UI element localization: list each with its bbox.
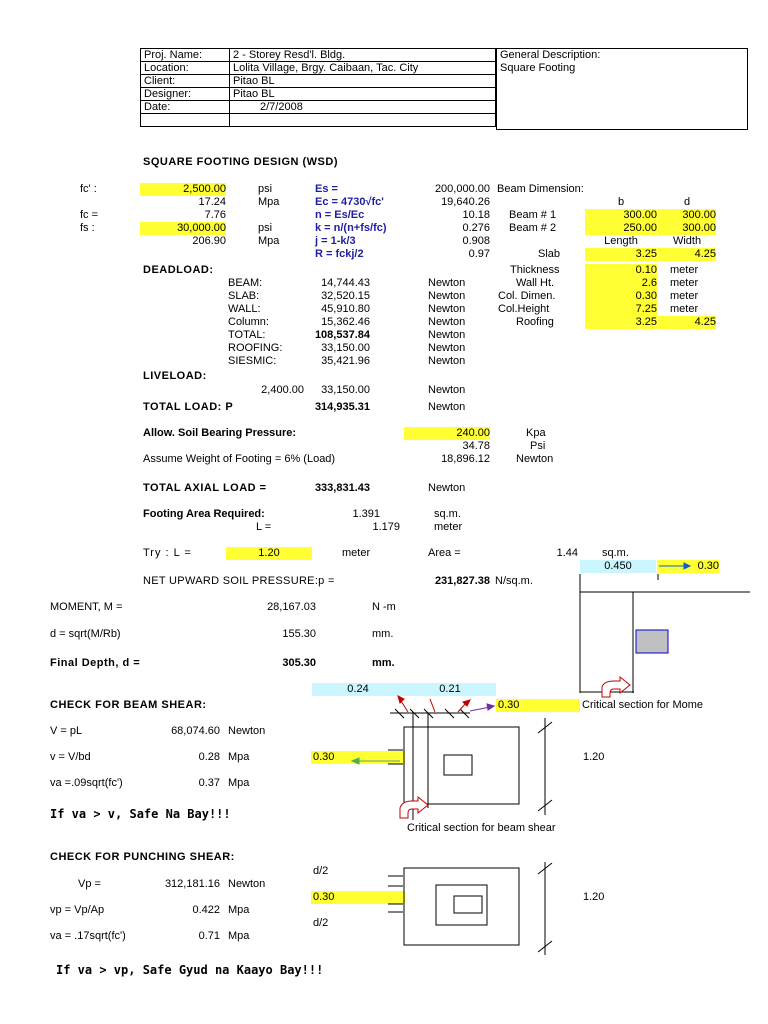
beam2-d: 300.00 (658, 222, 716, 235)
wall-ht-label: Wall Ht. (516, 277, 555, 289)
dim-030-top: 0.30 (657, 560, 719, 573)
ec-label: Ec = 4730√fc' (315, 196, 384, 208)
thickness-value: 0.10 (585, 264, 657, 277)
vp-label: vp = Vp/Ap (50, 904, 105, 916)
try-label: Try : L = (143, 547, 192, 559)
roofing-label: Roofing (516, 316, 554, 328)
es-value: 200,000.00 (434, 183, 490, 195)
l-value: 1.179 (372, 521, 400, 533)
deadload-seismic-value: 35,421.96 (321, 355, 370, 367)
date-label: Date: (141, 101, 230, 114)
col-height-value: 7.25 (585, 303, 657, 316)
deadload-total-value: 108,537.84 (314, 329, 370, 341)
deadload-beam-value: 14,744.43 (321, 277, 370, 289)
try-unit: meter (342, 547, 371, 559)
beam-shear-title: CHECK FOR BEAM SHEAR: (50, 699, 207, 711)
fs-label: fs : (80, 222, 95, 234)
deadload-column-value: 15,362.46 (321, 316, 370, 328)
client-label: Client: (141, 75, 230, 88)
deadload-slab-value: 32,520.15 (321, 290, 370, 302)
fc-mpa-unit: Mpa (258, 196, 280, 208)
fc2-label: fc = (80, 209, 99, 221)
wall-ht-unit: meter (670, 277, 699, 289)
thickness-label: Thickness (510, 264, 560, 276)
liveload-unit: Newton (428, 384, 466, 396)
beam-dim-title: Beam Dimension: (497, 183, 584, 195)
moment-value: 28,167.03 (267, 601, 316, 613)
fc-label: fc' : (80, 183, 97, 195)
date-value: 2/7/2008 (230, 101, 496, 114)
es-label: Es = (315, 183, 338, 195)
soil-kpa-value: 240.00 (404, 427, 490, 440)
area-required-value: 1.391 (352, 508, 380, 520)
beam-shear-diagram (352, 696, 552, 820)
soil-kpa-unit: Kpa (526, 427, 546, 439)
Vp-label: Vp = (78, 878, 101, 890)
va-punch-unit: Mpa (228, 930, 250, 942)
roofing-width: 4.25 (658, 316, 716, 329)
punch-d2-bot: d/2 (313, 917, 329, 929)
j-value: 0.908 (462, 235, 490, 247)
liveload-title: LIVELOAD: (143, 370, 207, 382)
va-unit: Mpa (228, 777, 250, 789)
Vp-value: 312,181.16 (164, 878, 220, 890)
deadload-seismic-label: SIESMIC: (228, 355, 277, 367)
axial-load-value: 333,831.43 (314, 482, 370, 494)
fc-psi-unit: psi (258, 183, 273, 195)
punch-diag-right: 1.20 (583, 891, 605, 903)
net-pressure-label: NET UPWARD SOIL PRESSURE:p = (143, 575, 335, 587)
depth-unit: mm. (372, 628, 394, 640)
thickness-unit: meter (670, 264, 699, 276)
moment-unit: N -m (372, 601, 396, 613)
soil-bearing-label: Allow. Soil Bearing Pressure: (143, 427, 297, 439)
total-load-value: 314,935.31 (314, 401, 370, 413)
axial-load-unit: Newton (428, 482, 466, 494)
deadload-seismic-unit: Newton (428, 355, 466, 367)
V-value: 68,074.60 (171, 725, 220, 737)
general-description-label: General Description: (500, 49, 601, 61)
va-punch-label: va = .17sqrt(fc') (50, 930, 126, 942)
r-value: 0.97 (468, 248, 490, 260)
fc2-value: 7.76 (204, 209, 226, 221)
punching-shear-diagram (388, 862, 552, 955)
location-value: Lolita Village, Brgy. Caibaan, Tac. City (230, 62, 496, 75)
soil-psi-unit: Psi (530, 440, 546, 452)
col-dimen-label: Col. Dimen. (498, 290, 556, 302)
net-pressure-unit: N/sq.m. (495, 575, 533, 587)
liveload-a: 2,400.00 (261, 384, 304, 396)
beam2-b: 250.00 (585, 222, 657, 235)
footing-weight-value: 18,896.12 (441, 453, 490, 465)
beam-diag-left: 0.30 (311, 751, 405, 764)
moment-label: MOMENT, M = (50, 601, 123, 613)
total-load-unit: Newton (428, 401, 466, 413)
deadload-total-unit: Newton (428, 329, 466, 341)
fs-psi-value: 30,000.00 (140, 222, 226, 235)
v-value: 0.28 (198, 751, 220, 763)
dim-0450: 0.450 (580, 560, 656, 573)
slab-length: 3.25 (585, 248, 657, 261)
fs-mpa-unit: Mpa (258, 235, 280, 247)
j-label: j = 1-k/3 (315, 235, 356, 247)
area-value: 1.44 (556, 547, 578, 559)
area-required-label: Footing Area Required: (143, 508, 265, 520)
l-unit: meter (434, 521, 463, 533)
n-value: 10.18 (462, 209, 490, 221)
deadload-title: DEADLOAD: (143, 264, 214, 276)
deadload-wall-unit: Newton (428, 303, 466, 315)
designer-value: Pitao BL (230, 88, 496, 101)
va-label: va =.09sqrt(fc') (50, 777, 123, 789)
soil-psi-value: 34.78 (462, 440, 490, 452)
vp-unit: Mpa (228, 904, 250, 916)
l-label: L = (256, 521, 272, 533)
deadload-slab-unit: Newton (428, 290, 466, 302)
total-load-label: TOTAL LOAD: P (143, 401, 234, 413)
col-height-unit: meter (670, 303, 699, 315)
try-value: 1.20 (226, 547, 312, 560)
area-required-unit: sq.m. (434, 508, 461, 520)
proj-name-label: Proj. Name: (141, 49, 230, 62)
general-description-value: Square Footing (500, 62, 576, 74)
area-label: Area = (428, 547, 461, 559)
deadload-wall-label: WALL: (228, 303, 261, 315)
punch-conclusion: If va > vp, Safe Gyud na Kaayo Bay!!! (56, 963, 324, 977)
cyan-024: 0.24 (312, 683, 404, 696)
area-unit: sq.m. (602, 547, 629, 559)
slab-width: 4.25 (658, 248, 716, 261)
width-header: Width (672, 235, 702, 247)
d-header: d (683, 196, 691, 208)
deadload-column-unit: Newton (428, 316, 466, 328)
final-depth-value: 305.30 (282, 657, 316, 669)
final-depth-label: Final Depth, d = (50, 657, 141, 669)
designer-label: Designer: (141, 88, 230, 101)
beam-shear-caption: Critical section for beam shear (407, 822, 556, 834)
va-value: 0.37 (198, 777, 220, 789)
deadload-roofing-value: 33,150.00 (321, 342, 370, 354)
moment-section-diagram (580, 563, 750, 697)
beam1-label: Beam # 1 (509, 209, 557, 221)
V-label: V = pL (50, 725, 83, 737)
V-unit: Newton (228, 725, 266, 737)
deadload-wall-value: 45,910.80 (321, 303, 370, 315)
fc-mpa-value: 17.24 (198, 196, 226, 208)
footing-weight-label: Assume Weight of Footing = 6% (Load) (143, 453, 336, 465)
k-label: k = n/(n+fs/fc) (315, 222, 387, 234)
fc-psi-value: 2,500.00 (140, 183, 226, 196)
deadload-column-label: Column: (228, 316, 269, 328)
vp-value: 0.422 (192, 904, 220, 916)
ec-value: 19,640.26 (441, 196, 490, 208)
depth-label: d = sqrt(M/Rb) (50, 628, 121, 640)
wall-ht-value: 2.6 (585, 277, 657, 290)
v-label: v = V/bd (50, 751, 91, 763)
col-dimen-unit: meter (670, 290, 699, 302)
axial-load-label: TOTAL AXIAL LOAD = (143, 482, 267, 494)
fs-mpa-value: 206.90 (192, 235, 226, 247)
slab-label: Slab (538, 248, 561, 260)
punch-diag-left: 0.30 (311, 891, 405, 904)
beam-shear-conclusion: If va > v, Safe Na Bay!!! (50, 807, 231, 821)
critical-moment-label: Critical section for Mome (582, 699, 704, 711)
location-label: Location: (141, 62, 230, 75)
deadload-beam-label: BEAM: (228, 277, 263, 289)
Vp-unit: Newton (228, 878, 266, 890)
b-header: b (617, 196, 625, 208)
client-value: Pitao BL (230, 75, 496, 88)
dim-030-moment: 0.30 (496, 699, 580, 712)
length-header: Length (604, 235, 638, 247)
fs-psi-unit: psi (258, 222, 273, 234)
r-label: R = fckj/2 (315, 248, 364, 260)
v-unit: Mpa (228, 751, 250, 763)
liveload-b: 33,150.00 (321, 384, 370, 396)
beam1-d: 300.00 (658, 209, 716, 222)
final-depth-unit: mm. (372, 657, 395, 669)
deadload-slab-label: SLAB: (228, 290, 260, 302)
punch-title: CHECK FOR PUNCHING SHEAR: (50, 851, 235, 863)
cyan-021: 0.21 (404, 683, 496, 696)
footing-weight-unit: Newton (516, 453, 554, 465)
col-dimen-value: 0.30 (585, 290, 657, 303)
col-height-label: Col.Height (498, 303, 550, 315)
k-value: 0.276 (462, 222, 490, 234)
beam1-b: 300.00 (585, 209, 657, 222)
va-punch-value: 0.71 (198, 930, 220, 942)
net-pressure-value: 231,827.38 (434, 575, 490, 587)
roofing-length: 3.25 (585, 316, 657, 329)
deadload-roofing-unit: Newton (428, 342, 466, 354)
beam2-label: Beam # 2 (509, 222, 557, 234)
deadload-roofing-label: ROOFING: (228, 342, 283, 354)
beam-diag-right: 1.20 (583, 751, 605, 763)
depth-value: 155.30 (282, 628, 316, 640)
page-title: SQUARE FOOTING DESIGN (WSD) (143, 156, 338, 168)
punch-d2-top: d/2 (313, 865, 329, 877)
deadload-total-label: TOTAL: (228, 329, 266, 341)
deadload-beam-unit: Newton (428, 277, 466, 289)
proj-name-value: 2 - Storey Resd'l. Bldg. (230, 49, 496, 62)
n-label: n = Es/Ec (315, 209, 365, 221)
